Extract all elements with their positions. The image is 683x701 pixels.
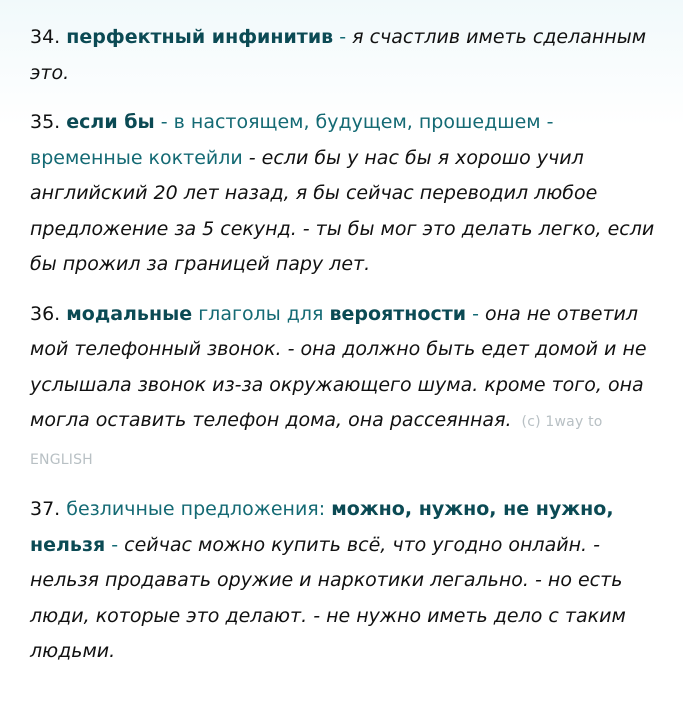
list-item-35 [30,105,661,283]
separator-dash: - [111,533,119,556]
item-number: 37. [30,498,61,520]
copyright-watermark: (c) 1way to ENGLISH [30,414,603,468]
separator-dash: - [160,111,168,133]
list-item-37 [30,492,661,670]
grammar-term: в настоящем, будущем, прошедшем - временные коктейли [30,111,554,169]
item-number: 35. [30,111,61,133]
separator-dash: - [472,302,479,325]
separator-dash: - [339,26,347,48]
example-text: - если бы у нас бы я хорошо учил английский 20 лет назад, я бы сейчас переводил любое предложение за 5 секунд. - ты бы мог это делать легко, если бы прожил за границей пару лет. [30,146,655,275]
example-text: она не ответил мой телефонный звонок. - она должно быть едет домой и не услышала звонок из-за окружающего шума. кроме того, она могла оставить телефон дома, она рассеянная. [30,302,647,431]
grammar-keyword-secondary: вероятности [329,302,467,325]
grammar-keyword: перфектный инфинитив [66,26,334,48]
grammar-term: глаголы для [198,302,324,325]
list-item-36 [30,297,661,479]
example-text: сейчас можно купить всё, что угодно онлайн. - нельзя продавать оружие и наркотики легально. - но есть люди, которые это делают. - не нужно иметь дело с таким людьми. [30,533,626,662]
example-text: я счастлив иметь сделанным это. [30,26,647,84]
grammar-term: безличные предложения: [66,498,326,520]
grammar-keyword: модальные [66,302,193,325]
item-number: 34. [30,26,61,48]
grammar-keyword: можно, нужно, не нужно, нельзя [30,498,614,556]
list-item-34 [30,20,661,91]
item-number: 36. [30,302,61,325]
grammar-keyword: если бы [66,111,155,133]
